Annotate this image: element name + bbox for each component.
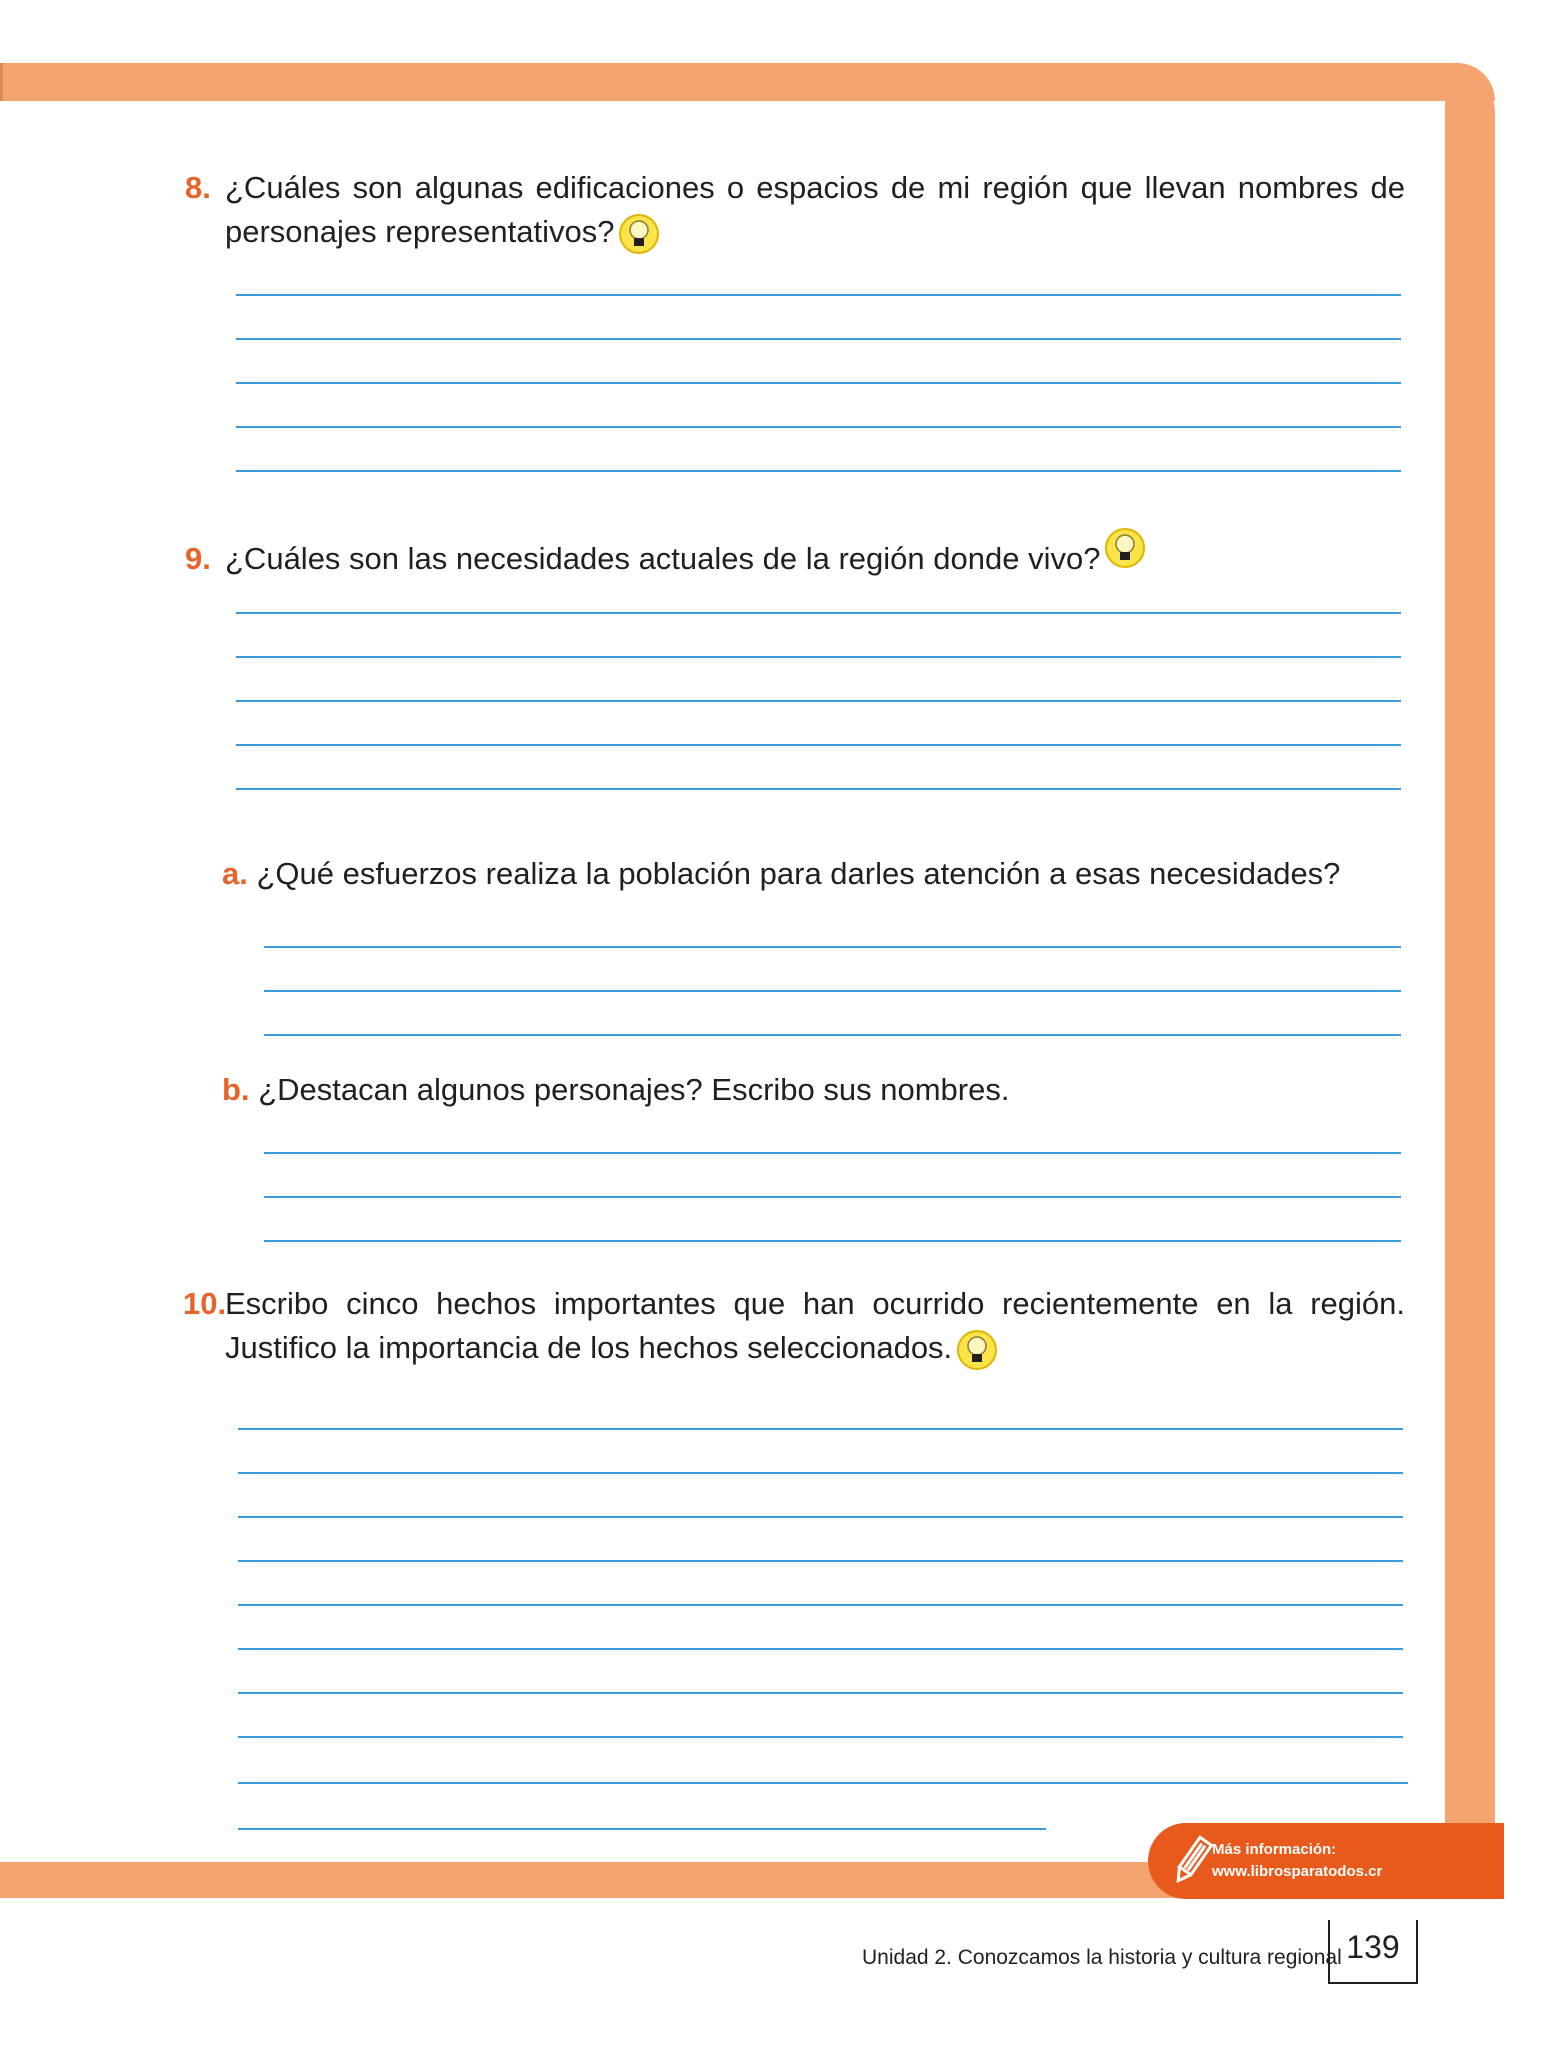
answer-line[interactable]: [264, 1240, 1401, 1242]
answer-line[interactable]: [236, 700, 1401, 702]
answer-line[interactable]: [238, 1560, 1403, 1562]
question-8-text: ¿Cuáles son algunas edificaciones o espacios de mi región que llevan nombres de personajes representativos?: [225, 170, 1405, 249]
answer-line[interactable]: [264, 1152, 1401, 1154]
answer-line[interactable]: [238, 1782, 1408, 1784]
question-10-text: Escribo cinco hechos importantes que han ocurrido recientemente en la región. Justifico la importancia de los hechos seleccionados.: [225, 1286, 1405, 1365]
question-9b-text: ¿Destacan algunos personajes? Escribo sus nombres.: [258, 1072, 1010, 1107]
lightbulb-icon: [1104, 527, 1146, 569]
question-9a-text: ¿Qué esfuerzos realiza la población para darles atención a esas necesidades?: [256, 856, 1341, 891]
answer-line[interactable]: [236, 744, 1401, 746]
answer-line[interactable]: [236, 470, 1401, 472]
answer-line[interactable]: [238, 1472, 1403, 1474]
question-9b: [222, 1068, 1402, 1112]
answer-line[interactable]: [264, 1034, 1401, 1036]
lightbulb-icon: [956, 1329, 998, 1371]
question-9a-letter: a.: [222, 856, 248, 891]
more-info-url[interactable]: www.librosparatodos.cr: [1212, 1863, 1383, 1880]
question-10-number: 10.: [183, 1286, 227, 1321]
answer-line[interactable]: [236, 294, 1401, 296]
answer-line[interactable]: [236, 382, 1401, 384]
answer-line[interactable]: [238, 1516, 1403, 1518]
page-content-area: [0, 101, 1445, 1861]
answer-line[interactable]: [264, 990, 1401, 992]
answer-line[interactable]: [264, 946, 1401, 948]
more-info-label: Más información:: [1212, 1841, 1337, 1858]
answer-line[interactable]: [238, 1692, 1403, 1694]
answer-line[interactable]: [238, 1428, 1403, 1430]
answer-line[interactable]: [236, 656, 1401, 658]
answer-line[interactable]: [264, 1196, 1401, 1198]
question-9-text: ¿Cuáles son las necesidades actuales de la región donde vivo?: [225, 541, 1101, 576]
question-9a: [222, 852, 1402, 896]
question-9: [225, 537, 1405, 581]
answer-line[interactable]: [238, 1648, 1403, 1650]
page-frame-right: [1445, 63, 1495, 1843]
page-frame-top: [0, 63, 1495, 101]
answer-line[interactable]: [236, 426, 1401, 428]
lightbulb-icon: [618, 213, 660, 255]
question-8-number: 8.: [185, 170, 211, 205]
question-10: [225, 1282, 1405, 1371]
answer-line[interactable]: [238, 1736, 1403, 1738]
answer-line[interactable]: [236, 612, 1401, 614]
answer-line[interactable]: [236, 338, 1401, 340]
page-number: 139: [1328, 1920, 1418, 1984]
answer-line[interactable]: [238, 1604, 1403, 1606]
question-9b-letter: b.: [222, 1072, 250, 1107]
answer-line[interactable]: [236, 788, 1401, 790]
more-info-badge[interactable]: [1148, 1823, 1504, 1899]
question-8: [225, 166, 1405, 255]
page-frame-left-mark: [0, 63, 9, 101]
pencil-icon: [1168, 1833, 1216, 1889]
footer-unit-title: Unidad 2. Conozcamos la historia y cultura regional: [862, 1946, 1342, 1969]
question-9-number: 9.: [185, 541, 211, 576]
answer-line[interactable]: [238, 1828, 1046, 1830]
page-frame-bottom: [0, 1862, 1300, 1898]
